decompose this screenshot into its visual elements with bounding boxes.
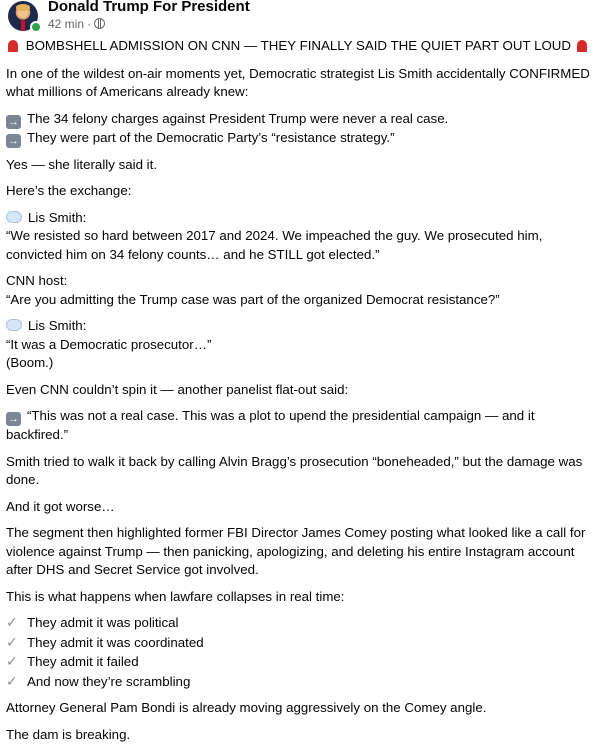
right-arrow-icon: → bbox=[8, 134, 19, 147]
speech-balloon-icon bbox=[6, 319, 22, 331]
speaker-line bbox=[6, 209, 596, 228]
paragraph: Even CNN couldn’t spin it — another panelist flat-out said: bbox=[6, 381, 349, 397]
paragraph: The segment then highlighted former FBI Director James Comey posting what looked like a call for violence against Trump — then panicking, apologizing, and deleting his entire Instagram account after DHS and Secret Service got involved. bbox=[6, 525, 586, 577]
quote: “We resisted so hard between 2017 and 2024. We impeached the guy. We prosecuted him, convicted him on 34 felony counts… and he STILL got elected.” bbox=[6, 228, 543, 262]
avatar-hair bbox=[16, 4, 30, 11]
paragraph: Smith tried to walk it back by calling Alvin Bragg’s prosecution “boneheaded,” but the damage was done. bbox=[6, 453, 583, 487]
check-text: They admit it failed bbox=[27, 654, 139, 669]
paragraph: And it got worse… bbox=[6, 498, 115, 514]
police-light-icon bbox=[577, 40, 587, 52]
point-text: They were part of the Democratic Party’s “resistance strategy.” bbox=[27, 129, 395, 145]
quote: “Are you admitting the Trump case was part of the organized Democrat resistance?” bbox=[6, 291, 500, 307]
paragraph: Attorney General Pam Bondi is already moving aggressively on the Comey angle. bbox=[6, 700, 487, 715]
police-light-icon bbox=[8, 40, 18, 52]
check-line bbox=[6, 652, 596, 672]
quote: (Boom.) bbox=[6, 355, 54, 370]
speaker-line bbox=[6, 317, 596, 336]
post-timestamp[interactable]: 42 min bbox=[48, 17, 85, 31]
right-arrow-icon: → bbox=[8, 413, 19, 425]
paragraph: The dam is breaking. bbox=[6, 726, 131, 742]
post-body bbox=[6, 37, 596, 744]
right-arrow-icon: → bbox=[8, 115, 19, 128]
point-line bbox=[6, 407, 596, 445]
post-meta bbox=[48, 17, 105, 31]
check-mark-icon: ✓ bbox=[6, 672, 18, 689]
globe-icon[interactable] bbox=[94, 18, 105, 29]
check-mark-icon: ✓ bbox=[6, 614, 18, 630]
headline-line bbox=[6, 37, 596, 56]
point-text: The 34 felony charges against President Trump were never a real case. bbox=[27, 110, 449, 126]
online-status-icon bbox=[30, 21, 42, 33]
check-line bbox=[6, 633, 596, 653]
check-line bbox=[6, 672, 596, 692]
headline: BOMBSHELL ADMISSION ON CNN — THEY FINALLY SAID THE QUIET PART OUT LOUD bbox=[25, 38, 572, 53]
speaker-line: CNN host: bbox=[6, 273, 68, 288]
paragraph: This is what happens when lawfare collapses in real time: bbox=[6, 588, 345, 604]
intro-paragraph: In one of the wildest on-air moments yet, Democratic strategist Lis Smith accidentally CONFIRMED what millions of Americans already knew: bbox=[6, 65, 590, 99]
quote: “This was not a real case. This was a plot to upend the presidential campaign — and it backfired.” bbox=[6, 408, 535, 442]
check-mark-icon: ✓ bbox=[6, 633, 18, 650]
speaker-name: Lis Smith: bbox=[28, 318, 87, 333]
page-name-link[interactable]: Donald Trump For President bbox=[48, 0, 250, 15]
meta-separator: · bbox=[87, 17, 92, 31]
check-mark-icon: ✓ bbox=[6, 653, 18, 669]
speaker-name: Lis Smith: bbox=[28, 209, 87, 225]
check-line bbox=[6, 613, 596, 633]
check-text: And now they’re scrambling bbox=[27, 673, 191, 689]
point-line bbox=[6, 110, 596, 129]
paragraph: Yes — she literally said it. bbox=[6, 156, 158, 172]
check-text: They admit it was coordinated bbox=[27, 634, 204, 650]
speech-balloon-icon bbox=[6, 211, 22, 223]
check-text: They admit it was political bbox=[27, 615, 179, 630]
paragraph: Here’s the exchange: bbox=[6, 183, 132, 198]
quote: “It was a Democratic prosecutor…” bbox=[6, 336, 212, 352]
avatar-tie bbox=[21, 20, 25, 31]
point-line bbox=[6, 129, 596, 148]
